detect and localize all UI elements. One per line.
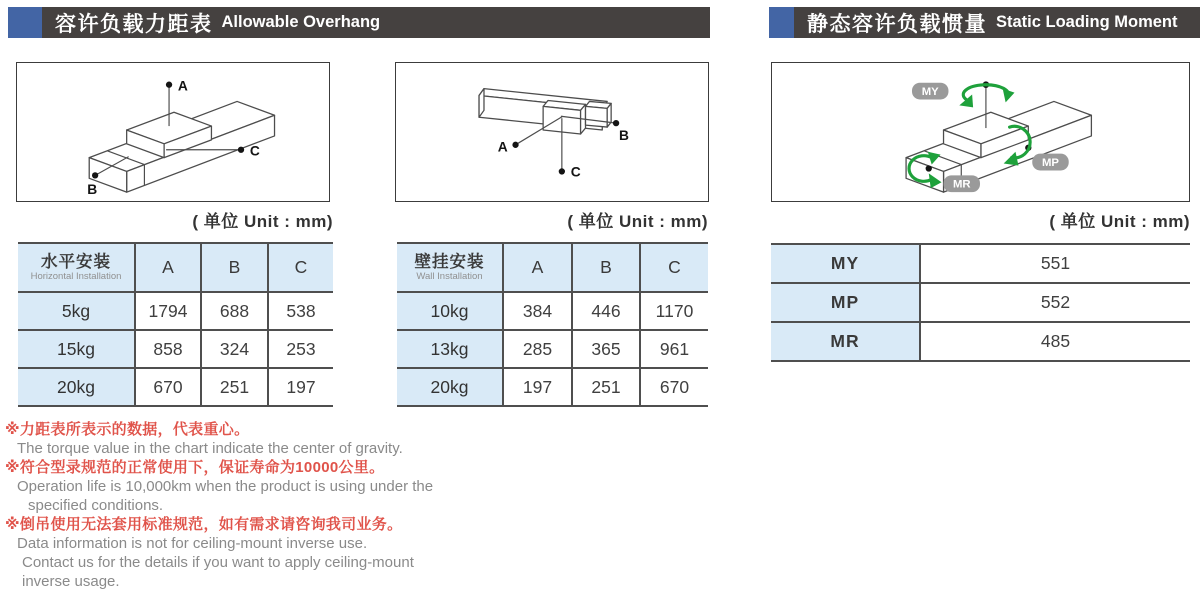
table-row (397, 292, 708, 330)
diagram-static-loading-moment (771, 62, 1190, 202)
cell-value: 446 (572, 292, 640, 330)
table-row (18, 292, 333, 330)
unit-label: ( 单位 Unit : mm) (1049, 212, 1190, 231)
footnote-en: inverse usage. (22, 573, 120, 590)
table-title-cell (397, 243, 503, 292)
table-title-zh: 水平安装 (41, 253, 111, 271)
cell-value: 552 (920, 283, 1190, 322)
table-title-en: Horizontal Installation (30, 271, 122, 282)
header-accent-square (8, 7, 42, 38)
row-label-mr: MR (771, 322, 920, 361)
point-marker-mr (926, 165, 932, 171)
mr-badge-label: MR (952, 178, 971, 191)
cell-value: 961 (640, 330, 708, 368)
cell-value: 1794 (135, 292, 201, 330)
cell-value: 365 (572, 330, 640, 368)
table-title-en: Wall Installation (416, 271, 483, 282)
point-label-b: B (87, 182, 98, 198)
section-title-en: Allowable Overhang (221, 13, 381, 31)
mp-badge-label: MP (1041, 157, 1059, 170)
table-row (397, 368, 708, 406)
cell-value: 251 (572, 368, 640, 406)
table-title-cell (18, 243, 135, 292)
column-header-b: B (201, 243, 268, 292)
actuator-side-drawing (396, 63, 708, 201)
row-label: 13kg (397, 330, 503, 368)
cell-value: 538 (268, 292, 333, 330)
actuator-isometric-drawing (17, 63, 329, 201)
point-marker-a (166, 82, 172, 88)
cell-value: 551 (920, 244, 1190, 283)
cell-value: 324 (201, 330, 268, 368)
footnote-en: Contact us for the details if you want to apply ceiling-mount (22, 554, 414, 571)
column-header-a: A (135, 243, 201, 292)
footnote-zh: ※力距表所表示的数据，代表重心。 (5, 421, 250, 438)
point-marker-a (512, 142, 518, 148)
row-label: 20kg (397, 368, 503, 406)
table-row (771, 322, 1190, 361)
point-marker-c (238, 147, 244, 153)
arrowhead-icon (1003, 89, 1015, 103)
cell-value: 858 (135, 330, 201, 368)
column-header-b: B (572, 243, 640, 292)
cell-value: 251 (201, 368, 268, 406)
row-label: 10kg (397, 292, 503, 330)
table-header-row (397, 243, 708, 292)
table-row (771, 244, 1190, 283)
row-label: 15kg (18, 330, 135, 368)
header-accent-square (769, 7, 794, 38)
footnote-en: Data information is not for ceiling-mount inverse use. (17, 535, 368, 552)
diagram-horizontal-installation (16, 62, 330, 202)
table-row (18, 368, 333, 406)
point-label-a: A (177, 78, 188, 94)
column-header-a: A (503, 243, 572, 292)
section-header-static-loading-moment (769, 7, 1200, 38)
cell-value: 384 (503, 292, 572, 330)
my-badge-label: MY (921, 86, 939, 99)
footnote-en: specified conditions. (28, 497, 164, 514)
table-header-row (18, 243, 333, 292)
point-marker-b (92, 172, 98, 178)
footnote-en: Operation life is 10,000km when the product is using under the (17, 478, 434, 495)
table-row (18, 330, 333, 368)
actuator-moment-drawing (772, 63, 1189, 201)
footnote-zh: ※符合型录规范的正常使用下，保证寿命为10000公里。 (5, 459, 385, 476)
footnote-en: The torque value in the chart indicate the center of gravity. (17, 440, 403, 457)
column-header-c: C (640, 243, 708, 292)
point-marker-b (613, 120, 619, 126)
section-title-en: Static Loading Moment (996, 13, 1178, 31)
unit-label: ( 单位 Unit : mm) (192, 212, 333, 231)
section-title-zh: 静态容许负载惯量 (807, 12, 987, 36)
cell-value: 197 (268, 368, 333, 406)
column-header-c: C (268, 243, 333, 292)
row-label-my: MY (771, 244, 920, 283)
diagram-wall-installation (395, 62, 709, 202)
table-row (397, 330, 708, 368)
cell-value: 197 (503, 368, 572, 406)
horizontal-installation-table (18, 242, 333, 407)
table-row (771, 283, 1190, 322)
point-marker-c (559, 168, 565, 174)
wall-installation-table (397, 242, 708, 407)
arrowhead-icon (959, 95, 973, 108)
row-label: 5kg (18, 292, 135, 330)
row-label: 20kg (18, 368, 135, 406)
point-label-c: C (249, 143, 260, 159)
footnotes (5, 420, 475, 591)
point-label-c: C (570, 164, 581, 180)
table-title-zh: 壁挂安装 (414, 253, 485, 271)
static-loading-moment-table (771, 243, 1190, 362)
section-header-allowable-overhang (8, 7, 710, 38)
cell-value: 485 (920, 322, 1190, 361)
cell-value: 670 (640, 368, 708, 406)
footnote-zh: ※倒吊使用无法套用标准规范，如有需求请咨询我司业务。 (5, 516, 403, 533)
point-label-a: A (497, 139, 508, 155)
cell-value: 670 (135, 368, 201, 406)
cell-value: 1170 (640, 292, 708, 330)
unit-label: ( 单位 Unit : mm) (567, 212, 708, 231)
cell-value: 688 (201, 292, 268, 330)
section-title-zh: 容许负载力距表 (55, 12, 213, 36)
cell-value: 253 (268, 330, 333, 368)
cell-value: 285 (503, 330, 572, 368)
point-label-b: B (619, 127, 629, 143)
row-label-mp: MP (771, 283, 920, 322)
